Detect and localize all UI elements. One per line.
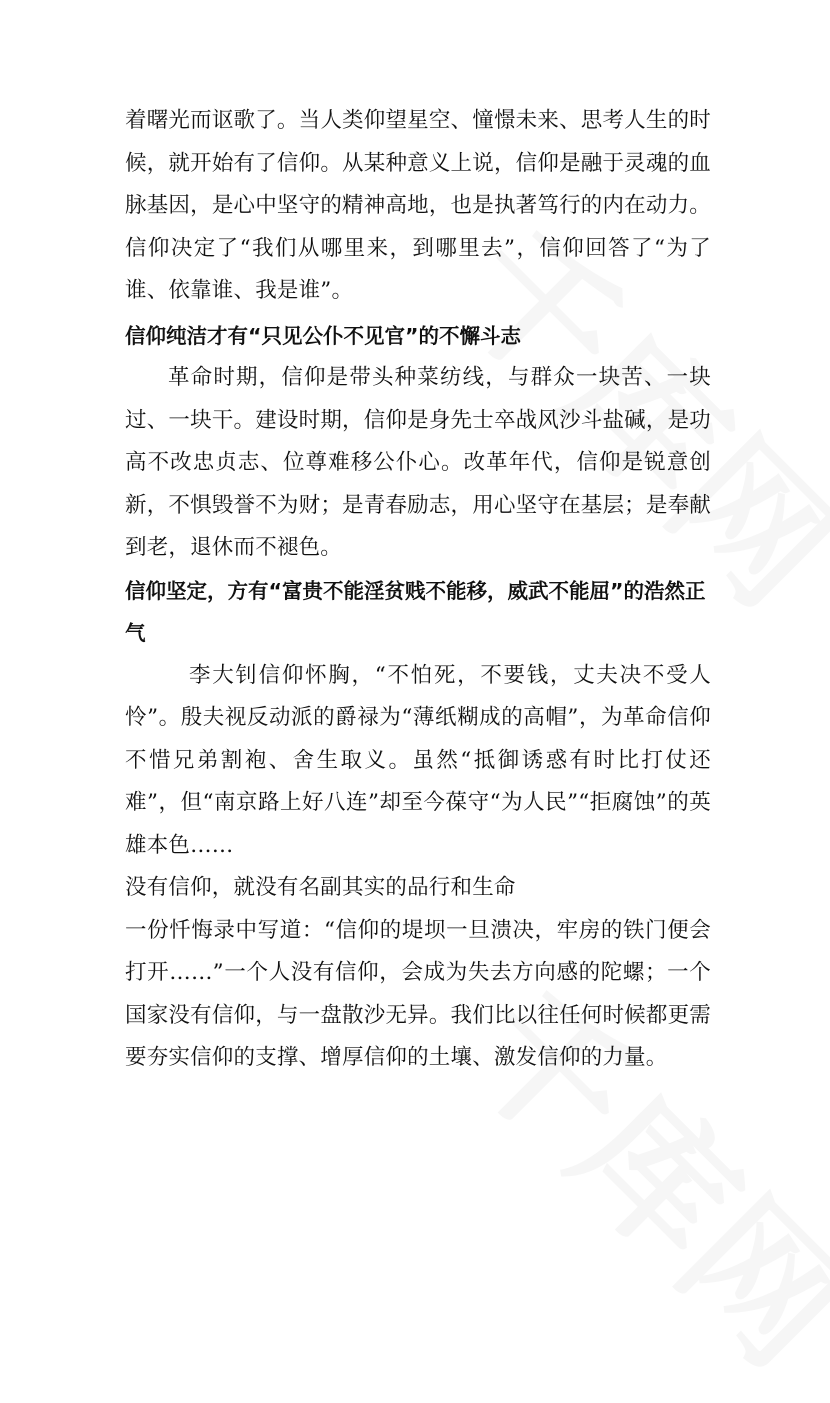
paragraph-no-belief-title: 没有信仰，就没有名副其实的品行和生命 bbox=[125, 875, 516, 900]
paragraph-revolution: 革命时期，信仰是带头种菜纺线，与群众一块苦、一块过、一块干。建设时期，信仰是身先士卒战风沙斗盐碱，是功高不改忠贞志、位尊难移公仆心。改革年代，信仰是锐意创新，不惧毁誉不为财；是青春励志，用心坚守在基层；是奉献到老，退休而不褪色。 bbox=[125, 365, 711, 560]
document-body bbox=[125, 100, 711, 1080]
paragraph-intro: 着曙光而讴歌了。当人类仰望星空、憧憬未来、思考人生的时候，就开始有了信仰。从某种意义上说，信仰是融于灵魂的血脉基因，是心中坚守的精神高地，也是执著笃行的内在动力。信仰决定了“我们从哪里来，到哪里去”，信仰回答了“为了谁、依靠谁、我是谁”。 bbox=[125, 108, 711, 303]
section-heading-purity: 信仰纯洁才有“只见公仆不见官”的不懈斗志 bbox=[125, 323, 521, 348]
section-heading-firm-belief: 信仰坚定，方有“富贵不能淫贫贱不能移，威武不能屈”的浩然正气 bbox=[125, 578, 706, 645]
paragraph-confession: 一份忏悔录中写道：“信仰的堤坝一旦溃决，牢房的铁门便会打开……”一个人没有信仰，会成为失去方向感的陀螺；一个国家没有信仰，与一盘散沙无异。我们比以往任何时候都更需要夯实信仰的支撑、增厚信仰的土壤、激发信仰的力量。 bbox=[125, 917, 711, 1070]
paragraph-li-dazhao: 李大钊信仰怀胸，“不怕死，不要钱，丈夫决不受人怜”。殷夫视反动派的爵禄为“薄纸糊成的高帽”，为革命信仰不惜兄弟割袍、舍生取义。虽然“抵御诱惑有时比打仗还难”，但“南京路上好八连”却至今葆守“为人民”“拒腐蚀”的英雄本色…… bbox=[125, 662, 711, 858]
